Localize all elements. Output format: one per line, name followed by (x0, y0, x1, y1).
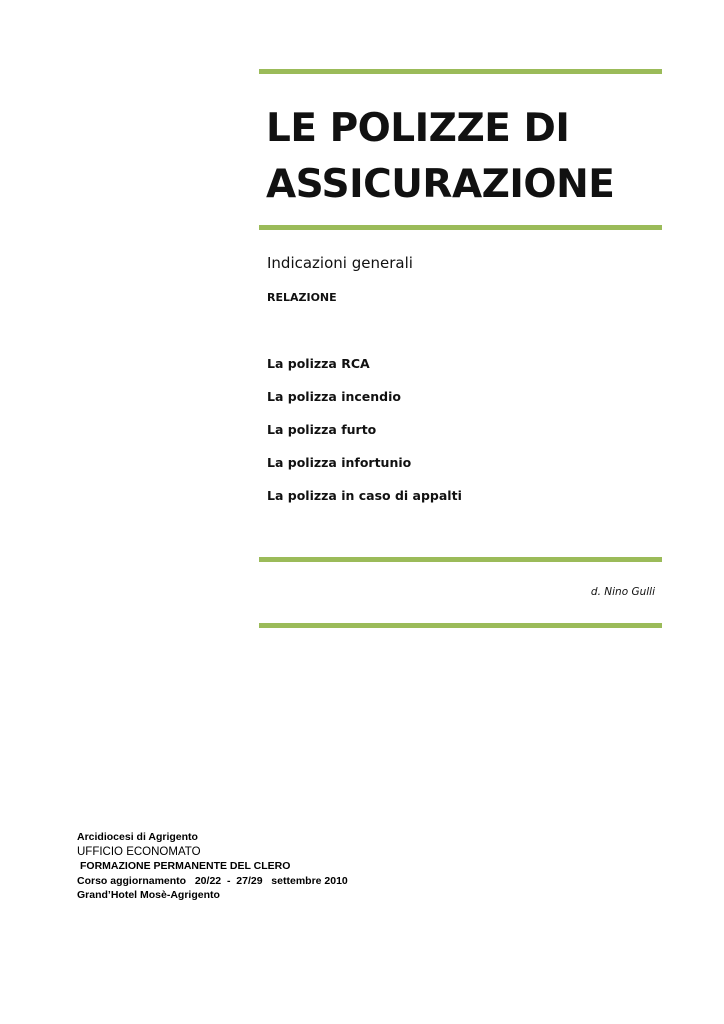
author-divider-bottom (259, 623, 662, 628)
document-subtitle: Indicazioni generali (267, 254, 413, 272)
footer-block (77, 830, 348, 903)
title-line-1: LE POLIZZE DI (266, 106, 570, 151)
footer-organization: Arcidiocesi di Agrigento (77, 831, 198, 843)
author-divider-top (259, 557, 662, 562)
topic-item: La polizza incendio (267, 389, 401, 404)
author-name: d. Nino Gulli (590, 586, 655, 598)
top-divider-line (259, 69, 662, 74)
footer-venue: Grand’Hotel Mosè-Agrigento (77, 889, 220, 901)
footer-program: FORMAZIONE PERMANENTE DEL CLERO (80, 860, 291, 872)
title-line-2: ASSICURAZIONE (266, 162, 615, 207)
topic-item: La polizza RCA (267, 356, 370, 371)
footer-office: UFFICIO ECONOMATO (77, 845, 201, 858)
footer-course: Corso aggiornamento 20/22 - 27/29 settembre 2010 (77, 874, 348, 887)
document-type-label: RELAZIONE (267, 291, 337, 304)
title-divider-line (259, 225, 662, 230)
topic-item: La polizza infortunio (267, 455, 412, 470)
document-title (266, 101, 666, 213)
topic-item: La polizza furto (267, 422, 377, 437)
topic-item: La polizza in caso di appalti (267, 488, 462, 503)
topic-list (267, 356, 462, 521)
